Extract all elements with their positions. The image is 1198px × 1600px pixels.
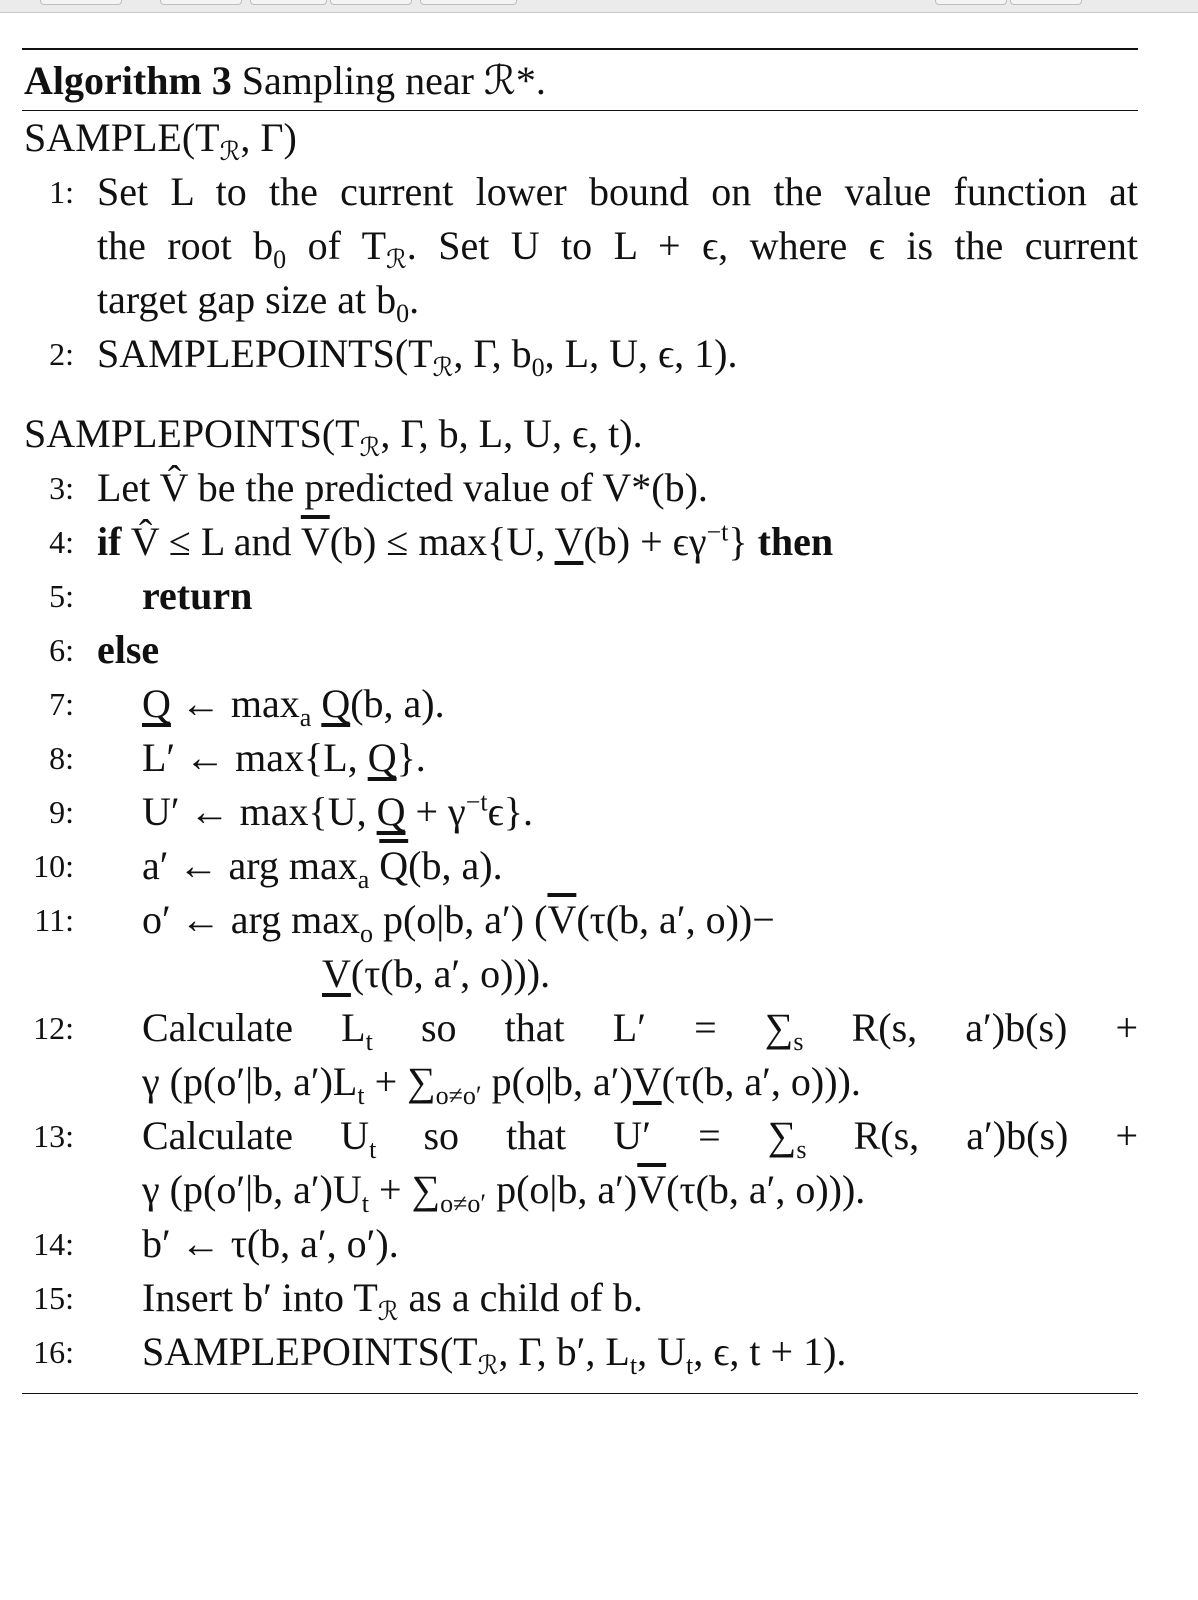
- line-number: 1:: [49, 174, 74, 210]
- algorithm-line: 5: return: [22, 569, 1138, 623]
- algorithm-line: [22, 1001, 1138, 1109]
- line-text: target gap size at $b_0$.: [97, 277, 420, 328]
- algorithm-line: 9: U′ ← max{U, $Q + \gamma^{-t}\epsilon$}.: [22, 785, 1138, 839]
- algorithm-line: 10: a′ ← arg $\max_a \overline{Q}(b$, a).: [22, 839, 1138, 893]
- algorithm-box: [22, 48, 1138, 1394]
- line-number: 11:: [34, 902, 74, 938]
- toolbar-tab[interactable]: [935, 0, 1007, 5]
- bottom-rule: [22, 1393, 1138, 1394]
- line-number: 7:: [49, 686, 74, 722]
- line-number: 10:: [33, 848, 74, 884]
- toolbar-tab[interactable]: [1010, 0, 1082, 5]
- algorithm-line: 15: Insert b′ into $T_ℛ$ as a child of b.: [22, 1271, 1138, 1325]
- algorithm-line: [22, 1109, 1138, 1217]
- line-number: 8:: [49, 740, 74, 776]
- toolbar-tab[interactable]: [160, 0, 242, 5]
- line-number: 6:: [49, 632, 74, 668]
- algorithm-line: 4: if V̂ ≤ L and $\overline{V}(b) \le \max\{U$, $V(b) + \epsilon\gamma^{-t}$} then: [22, 515, 1138, 569]
- caption-label: Algorithm 3: [24, 58, 232, 103]
- line-continuation: V(τ(b, a′, o))).: [322, 951, 551, 996]
- line-number: 3:: [49, 470, 74, 506]
- algorithm-line: 6: else: [22, 623, 1138, 677]
- line-text: γ (p(o′|b, $a')L_t + \sum_{o\ne o'}$ p(o|b, a′)V(τ(b, a′, o))).: [142, 1059, 861, 1110]
- algorithm-line: 8: L′ ← max{L, Q}.: [22, 731, 1138, 785]
- algorithm-line: 11: o′ ← arg $\max_o p(o|b$, a′) ($\overline{V}(\tau(b$, a′, o))− V(τ(b, a′, o))).: [22, 893, 1138, 1001]
- line-number: 16:: [33, 1334, 74, 1370]
- line-number: 5:: [49, 578, 74, 614]
- procedure-signature-sample: $SAMPLE(T_ℛ$, Γ): [24, 115, 297, 166]
- toolbar-tab[interactable]: [420, 0, 517, 5]
- line-number: 15:: [33, 1280, 74, 1316]
- caption-title: Sampling near ℛ*.: [241, 58, 546, 103]
- toolbar-tab[interactable]: [250, 0, 327, 5]
- line-number: 4:: [49, 524, 74, 560]
- algorithm-line: 7: Q ← $\max_a Q(b$, a).: [22, 677, 1138, 731]
- toolbar-tab[interactable]: [330, 0, 412, 5]
- line-text: Calculate $U_t$ so that $U' = \sum_s$ R(s, a′)b(s) +: [142, 1113, 1139, 1164]
- procedure-signature-samplepoints: $SAMPLEPOINTS(T_ℛ$, Γ, b, L, U, ϵ, t).: [24, 411, 643, 462]
- line-number: 13:: [33, 1118, 74, 1154]
- line-text: Calculate $L_t$ so that $L' = \sum_s$ R(s, a′)b(s) +: [142, 1005, 1139, 1056]
- browser-toolbar-strip: [0, 0, 1198, 13]
- line-text: the root $b_0$ of $T_ℛ$. Set U to L + ϵ, where ϵ is the current: [97, 223, 1138, 274]
- algorithm-line: 16: $SAMPLEPOINTS(T_ℛ$, Γ, b′, $L_t$, $U_t$, ϵ, t + 1).: [22, 1325, 1138, 1379]
- line-number: 2:: [49, 336, 74, 372]
- algorithm-line: 3: Let V̂ be the predicted value of V*(b).: [22, 461, 1138, 515]
- algorithm-line: 14: b′ ← τ(b, a′, o′).: [22, 1217, 1138, 1271]
- algorithm-caption: [22, 50, 1138, 110]
- algorithm-line: [22, 165, 1138, 327]
- algorithm-line: 2: $SAMPLEPOINTS(T_ℛ$, Γ, $b_0$, L, U, ϵ, 1).: [22, 327, 1138, 381]
- line-number: 9:: [49, 794, 74, 830]
- line-number: 14:: [33, 1226, 74, 1262]
- toolbar-tab[interactable]: [40, 0, 122, 5]
- line-number: 12:: [33, 1010, 74, 1046]
- line-text: Set L to the current lower bound on the value function at: [97, 169, 1138, 214]
- line-text: γ (p(o′|b, $a')U_t + \sum_{o\ne o'}$ p(o|b, $a')\overline{V}(\tau(b$, a′, o))).: [142, 1167, 866, 1218]
